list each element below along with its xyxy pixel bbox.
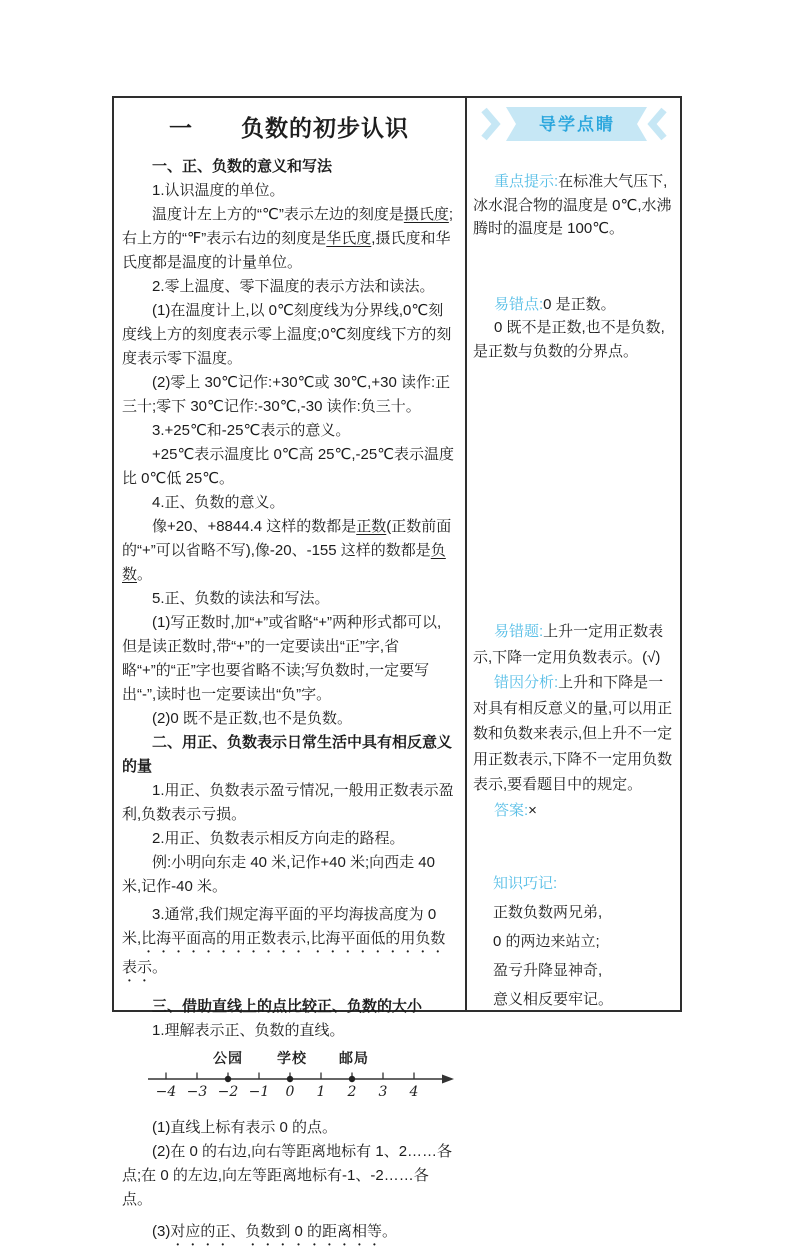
paragraph: 例:小明向东走 40 米,记作+40 米;向西走 40 米,记作-40 米。: [122, 854, 435, 895]
error-question-label: 易错题:: [494, 623, 544, 640]
tick-label: 1: [316, 1084, 326, 1100]
paragraph: 1.理解表示正、负数的直线。: [152, 1022, 345, 1039]
tick-label: 4: [409, 1084, 419, 1100]
sidebar-banner: [475, 106, 673, 146]
paragraph: (1)在温度计上,以 0℃刻度线为分界线,0℃刻度线上方的刻度表示零上温度;0℃刻度线下方的刻度表示零下温度。: [122, 302, 452, 367]
answer-value: ×: [528, 801, 537, 819]
paragraph: [122, 1220, 456, 1249]
point-label-postoffice: 邮局: [339, 1050, 369, 1066]
paragraph: 1.认识温度的单位。: [152, 182, 285, 199]
text-run: 上升一定用正数表示,下降一定用负数表示。(√): [473, 623, 664, 666]
sidebar-column: [467, 98, 681, 1010]
paragraph: [473, 293, 673, 317]
section-heading-1: 一、正、负数的意义和写法: [152, 158, 333, 175]
paragraph: 4.正、负数的意义。: [152, 494, 285, 511]
paragraph: (1)写正数时,加“+”或省略“+”两种形式都可以,但是读正数时,带“+”的一定要读出“正”字,省略“+”的“正”字也要省略不读;写负数时,一定要写出“-”,读时也一定要读出“负”字。: [122, 614, 442, 703]
mnemonic-line: 盈亏升降显神奇,: [493, 962, 603, 979]
mnemonic-line: 意义相反要牢记。: [493, 991, 614, 1008]
mnemonic-line: 正数负数两兄弟,: [493, 904, 603, 921]
paragraph: 1.用正、负数表示盈亏情况,一般用正数表示盈利,负数表示亏损。: [122, 782, 454, 823]
text-run: 像+20、+8844.4 这样的数都是: [152, 518, 357, 535]
text-run: 。: [137, 566, 153, 583]
paragraph: 5.正、负数的读法和写法。: [152, 590, 330, 607]
answer-label: 答案:: [494, 801, 529, 819]
paragraph: [473, 170, 673, 241]
text-run: 3.通常,我们规定海平面的平均海拔高度为 0 米,: [122, 906, 437, 947]
text-run: 上升和下降是一对具有相反意义的量,可以用正数和负数来表示,但上升不一定用正数表示,下降不一定用负数表示,要看题目中的规定。: [473, 674, 673, 793]
point-dot: [349, 1076, 355, 1082]
tick-label: 2: [347, 1084, 357, 1100]
error-question-block: [473, 619, 673, 823]
tick-label: 0: [285, 1084, 295, 1100]
paragraph: 0 既不是正数,也不是负数,是正数与负数的分界点。: [473, 319, 665, 360]
paragraph: [473, 798, 673, 824]
banner-ribbon-svg: [475, 106, 673, 142]
mnemonic-label: 知识巧记:: [493, 875, 558, 892]
paragraph: [473, 619, 673, 670]
mnemonic-block: [473, 869, 673, 1014]
paragraph: 2.用正、负数表示相反方向走的路程。: [152, 830, 405, 847]
main-column: [114, 98, 467, 1240]
underlined-term: 正数: [356, 518, 387, 535]
tick-label: −1: [248, 1084, 270, 1100]
paragraph: (2)零上 30℃记作:+30℃或 30℃,+30 读作:正三十;零下 30℃记作:-30℃,-30 读作:负三十。: [122, 374, 451, 415]
worksheet-frame: [112, 96, 682, 1240]
underlined-term: 摄氏度: [403, 206, 449, 223]
paragraph: (2)在 0 的右边,向右等距离地标有 1、2……各点;在 0 的左边,向左等距离地标有-1、-2……各点。: [122, 1143, 453, 1208]
analysis-label: 错因分析:: [494, 674, 559, 691]
paragraph: [122, 515, 456, 587]
underlined-term: 华氏度: [326, 230, 372, 247]
text-run: ;右上方的“℉”表示右边的刻度是: [122, 206, 454, 247]
sidebar-banner-title: 导学点睛: [539, 115, 615, 134]
text-run: ,摄氏度和华氏度都是温度的计量单位。: [122, 230, 451, 271]
tick-label: −4: [155, 1084, 177, 1100]
emphasized-text: 对应的正、负数到 0 的距离相等。: [170, 1223, 398, 1240]
paragraph: 3.+25℃和-25℃表示的意义。: [152, 422, 351, 439]
paragraph: (1)直线上标有表示 0 的点。: [152, 1119, 338, 1136]
text-run: (正数前面的“+”可以省略不写),像-20、-155 这样的数都是: [122, 518, 452, 559]
arrow-right-icon: [442, 1075, 454, 1084]
tick-label: 3: [378, 1084, 388, 1100]
mnemonic-line: 0 的两边来站立;: [493, 933, 600, 950]
paragraph: [473, 670, 673, 798]
point-label-park: 公园: [213, 1050, 243, 1066]
point-label-school: 学校: [277, 1050, 307, 1066]
point-dot: [225, 1076, 231, 1082]
paragraph: 2.零上温度、零下温度的表示方法和读法。: [152, 278, 435, 295]
page-title: 一 负数的初步认识: [169, 115, 409, 141]
paragraph: [122, 903, 456, 985]
emphasized-text: 比海平面高的用正数表示,比海平面低的用负数表示。: [122, 930, 446, 976]
paragraph: +25℃表示温度比 0℃高 25℃,-25℃表示温度比 0℃低 25℃。: [122, 446, 455, 487]
tick-label: −3: [186, 1084, 208, 1100]
underlined-term: 负数: [122, 542, 446, 583]
error-point-block: [473, 293, 673, 364]
section-heading-2: 二、用正、负数表示日常生活中具有相反意义的量: [122, 734, 453, 775]
paragraph: [122, 203, 456, 275]
text-run: 0 是正数。: [543, 295, 616, 313]
number-line-figure: [146, 1049, 456, 1110]
tick-label: −2: [217, 1084, 239, 1100]
text-run: 温度计左上方的“℃”表示左边的刻度是: [152, 206, 404, 223]
text-run: (3): [152, 1223, 171, 1240]
right-chevron-icon: [652, 110, 664, 138]
point-dot: [287, 1076, 293, 1082]
number-line-svg: [146, 1049, 458, 1105]
text-run: 在标准大气压下,冰水混合物的温度是 0℃,水沸腾时的温度是 100℃。: [473, 173, 672, 237]
paragraph: (2)0 既不是正数,也不是负数。: [152, 710, 353, 727]
key-tip-label: 重点提示:: [494, 173, 559, 190]
section-heading-3: 三、借助直线上的点比较正、负数的大小: [152, 998, 423, 1015]
left-chevron-icon: [484, 110, 496, 138]
error-point-label: 易错点:: [494, 295, 544, 313]
key-tip-block: [473, 170, 673, 241]
